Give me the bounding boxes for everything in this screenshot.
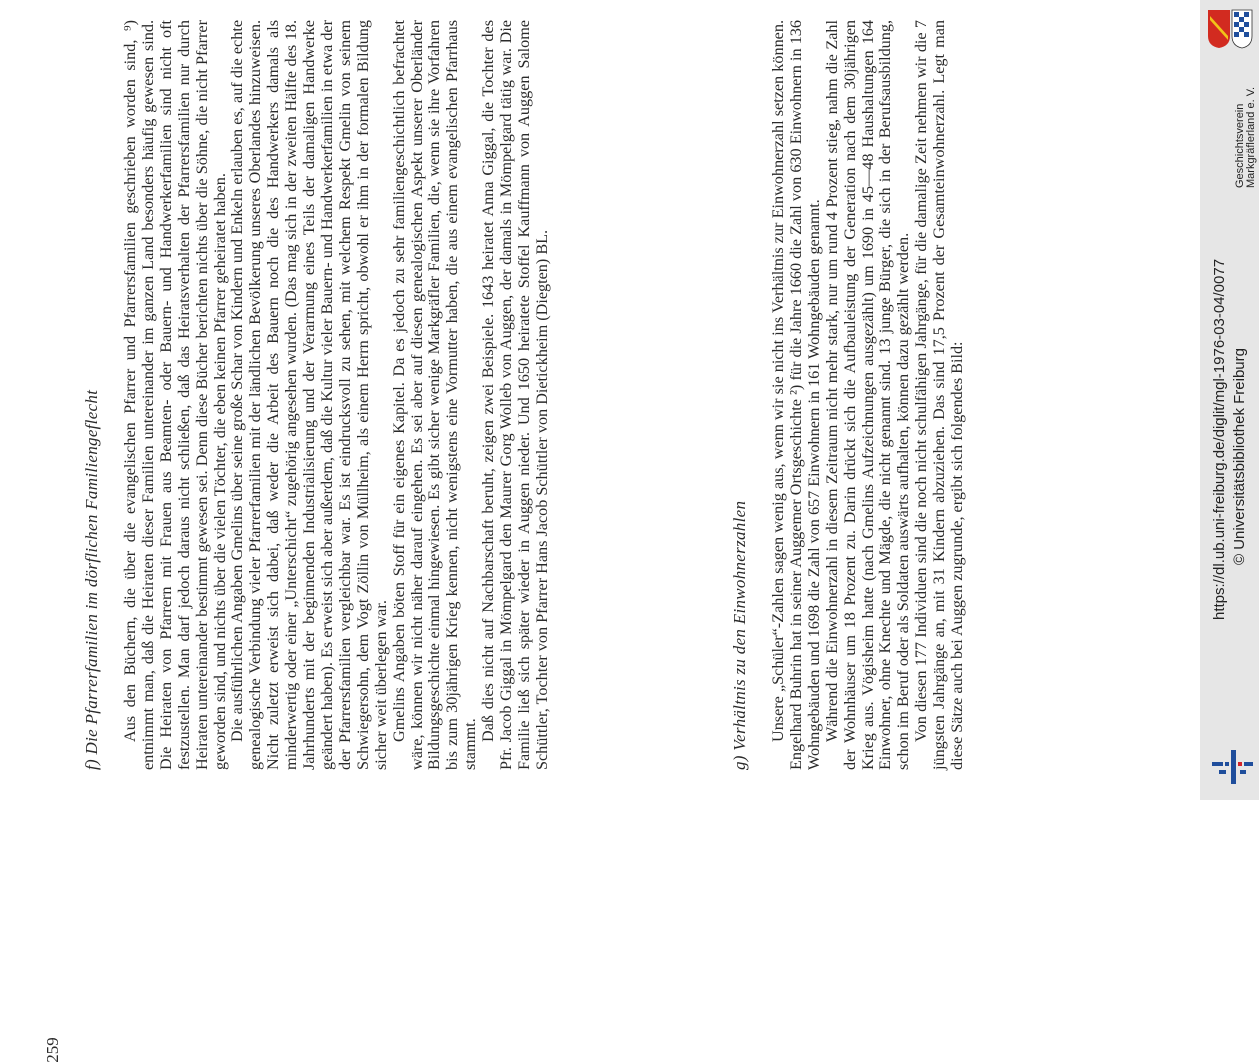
- paragraph: Von diesen 177 Individuen sind die noch nicht schulfähigen Jahrgänge, für die damalige Zeit nehmen wir die 7 jüngsten Jahrgänge an, mit 31 Kindern abzuziehen. Das sind 17,5 Prozent der Gesamteinwohnerzahl. Legt man diese Sätze auch bei Auggen zugrunde, ergibt sich folgendes Bild:: [912, 20, 967, 770]
- library-copyright: © Universitätsbibliothek Freiburg: [1231, 348, 1248, 565]
- paragraph: Daß dies nicht auf Nachbarschaft beruht, zeigen zwei Beispiele. 1643 heiratet Anna Giggal, die Tochter des Pfr. Jacob Giggal in Mömpelgard den Maurer Gorg Wolleb von Auggen, der damals in Mömpelgard tätig war. Die Familie ließ sich später wieder in Auggen nieder. Und 1650 heiratete Stoffel Kauffmann von Auggen Salome Schüttler, Tochter von Pfarrer Hans Jacob Schüttler von Dietickheim (Diegten) BL.: [479, 20, 551, 770]
- paragraph: Aus den Büchern, die über die evangelischen Pfarrer und Pfarrersfamilien geschrieben worden sind, ⁹) entnimmt man, daß die Heiraten dieser Familien untereinander im ganzen Land besonders häufig gewesen sind. Die Heiraten von Pfarrern mit Frauen aus Beamten- oder Bauern- und Handwerkerfamilien sind nicht oft festzustellen. Man darf jedoch daraus nicht schließen, daß das Heiratsverhalten der Pfarrersfamilien nur durch Heiraten untereinander bestimmt gewesen sei. Denn diese Bücher berichten nichts über die Söhne, die nicht Pfarrer geworden sind, und nichts über die vielen Töchter, die eben keinen Pfarrer geheiratet haben.: [121, 20, 229, 770]
- source-url-link[interactable]: https://dl.ub.uni-freiburg.de/diglit/mgl-1976-03-04/0077: [1211, 258, 1228, 620]
- page-number-text: 259: [42, 1037, 62, 1063]
- section-f: [82, 20, 552, 770]
- society-name-line1: Geschichtsverein: [1234, 103, 1246, 188]
- coat-of-arms-icon: [1206, 6, 1254, 50]
- section-g-heading: g) Verhältnis zu den Einwohnerzahlen: [730, 500, 749, 770]
- section-f-heading: f) Die Pfarrerfamilien im dörflichen Familiengeflecht: [82, 389, 101, 770]
- ub-logo-icon: [1210, 748, 1255, 786]
- paragraph: Gmelins Angaben böten Stoff für ein eigenes Kapitel. Da es jedoch zu sehr familiengeschichtlich befrachtet wäre, können wir nicht näher darauf eingehen. Es sei aber auf diesen genealogischen Aspekt unserer Oberländer Bildungsgeschichte einmal hingewiesen. Es gibt sicher wenige Markgräfler Familien, die, wenn sie ihre Vorfahren bis zum 30jährigen Krieg kennen, nicht wenigstens eine Vormutter haben, die aus einem evangelischen Pfarrhaus stammt.: [389, 20, 480, 770]
- paragraph: Während die Einwohnerzahl in diesem Zeitraum nicht mehr stark, nur um rund 4 Prozent stieg, nahm die Zahl der Wohnhäuser um 18 Prozent zu. Darin drückt sich die Aufbauleistung der Generation nach dem 30jährigen Krieg aus. Vögisheim hatte (nach Gmelins Aufzeichnungen ausgezählt) um 1690 in 45—48 Haushaltungen 164 Einwohner, ohne Knechte und Mägde, die nicht genannt sind. 13 junge Bürger, die sich in der Berufsausbildung, schon im Beruf oder als Soldaten auswärts aufhalten, können dazu gezählt werden.: [822, 20, 913, 770]
- section-g: [730, 20, 967, 770]
- paragraph: Unsere „Schüler“-Zahlen sagen wenig aus, wenn wir sie nicht ins Verhältnis zur Einwohnerzahl setzen können. Engelhard Buhrin hat in seiner Auggemer Ortsgeschichte ²) für die Jahre 1660 die Zahl von 630 Einwohnern in 136 Wohngebäuden und 1698 die Zahl von 657 Einwohnern in 161 Wohngebäuden genannt.: [769, 20, 823, 770]
- paragraph: Die ausführlichen Angaben Gmelins über seine große Schar von Kindern und Enkeln erlauben es, auf die echte genealogische Verbindung vieler Pfarrerfamilien mit der ländlichen Bevölkerung unseres Oberlandes hinzuweisen. Nicht zuletzt erweist sich dabei, daß weder die Arbeit des Bauern noch die des Handwerkers damals als minderwertig oder einer „Unterschicht“ zugehörig angesehen wurden. (Das mag sich in der zweiten Hälfte des 18. Jahrhunderts mit der beginnenden Industrialisierung und der Verarmung eines Teils der damaligen Handwerke geändert haben). Es erweist sich aber außerdem, daß die Kultur vieler Bauern- und Handwerkerfamilien in etwa der der Pfarrersfamilien vergleichbar war. Es ist eindrucksvoll zu sehen, mit welchem Respekt Gmelin von seinem Schwiegersohn, dem Vogt Zöllin von Müllheim, als einem Herrn spricht, obwohl er ihm in der formalen Bildung sicher weit überlegen war.: [228, 20, 390, 770]
- society-name-line2: Markgräflerland e. V.: [1245, 86, 1257, 188]
- page-number: [40, 1037, 66, 1063]
